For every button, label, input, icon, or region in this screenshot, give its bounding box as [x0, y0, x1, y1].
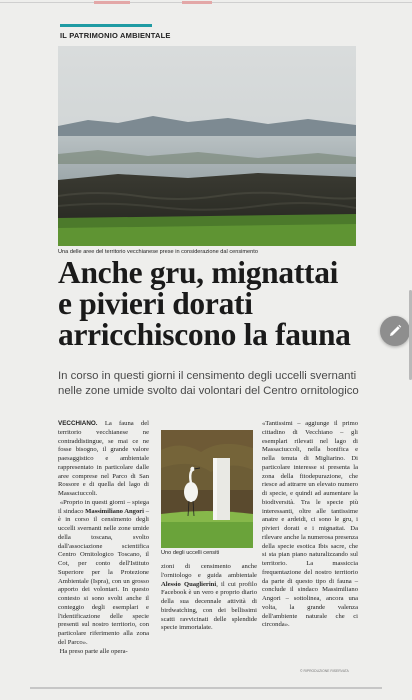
mayor-name: Massimiliano Angori	[85, 507, 144, 515]
headline-line-2: e pivieri dorati	[58, 286, 253, 321]
subheadline: In corso in questi giorni il censimento degli uccelli svernanti nelle zone umide svolto dai volontari del Centro ornitologico	[58, 370, 359, 397]
headline-line-1: Anche gru, mignattai	[58, 255, 339, 290]
wetland-photo	[58, 46, 356, 246]
ornithologist-name: Alessio Quaglierini	[161, 580, 217, 588]
top-accent-right	[182, 1, 212, 4]
copyright-credit: © RIPRODUZIONE RISERVATA	[300, 669, 349, 673]
article-column-3	[262, 420, 358, 630]
paragraph-3: Ha preso parte alle opera-	[59, 647, 128, 655]
paragraph-1: La fauna del territorio vecchianese ne contraddistingue, se mai ce ne fosse bisogno, il grande valore paesaggistico e ambientale rappresentato in particolare dalle aree comprese nel Parco di San Rossore e di quella del lago di Massaciuccoli.	[58, 420, 149, 497]
dateline: VECCHIANO.	[58, 420, 98, 427]
main-photo-caption: Una delle aree del territorio vecchianese prese in considerazione dal censimento	[58, 249, 258, 255]
bottom-scroll-indicator	[30, 687, 382, 689]
section-label: IL PATRIMONIO AMBIENTALE	[60, 31, 171, 40]
top-accent-left	[94, 1, 130, 4]
section-accent-bar	[60, 24, 152, 27]
article-column-2	[161, 563, 257, 633]
paragraph-5: «Tantissimi – aggiunge il primo cittadino di Vecchiano – gli esemplari rilevati nel lago di Massaciuccoli, nella bonifica e nella tenuta di Migliarino. Di particolare interesse si presenta la zona della fitodepurazione, che riesce ad attrarre un elevato numero di specie, e quindi ad aumentare la biodiversità. Tra le specie più interessanti, oltre alle tantissime anatre e ardeidi, ci sono le gru, i pivieri dorati e i mignattai. Da rilevare anche la numerosa presenza della specie esotica Ibis sacre, che si sta pian piano naturalizzando sul territorio. La massiccia frequentazione del nostro territorio da parte di questo tipo di fauna – conclude il sindaco Massimiliano Angori – sottolinea, ancora una volta, la grande valenza dell'ambiente naturale che ci circonda».	[262, 420, 358, 629]
headline	[58, 257, 368, 350]
top-bar	[0, 0, 412, 6]
bird-photo-caption: Uno degli uccelli censiti	[161, 550, 220, 556]
headline-line-3: arricchiscono la fauna	[58, 317, 351, 352]
paragraph-2-start: «Proprio in questi giorni – spiega il sindaco	[58, 498, 149, 515]
paragraph-4-end: , il cui profilo Facebook è un vero e proprio diario della sua decennale attività di birdwatching, con dei bellissimi scatti ravvicinati delle splendide specie immortalate.	[161, 580, 257, 632]
pencil-icon	[387, 323, 403, 339]
paragraph-2-end: – è in corso il censimento degli uccelli svernanti nelle zone umide della toscana, svolto dall'associazione scientifica Centro Ornitologico Toscano, il Cot, per conto dell'Istituto Superiore per la Protezione Ambientale (Ispra), con un grosso apporto dei volontari. In questo contesto si sono svolti anche il conteggio degli esemplari e l'identificazione delle specie presenti sul nostro territorio, con particolare riferimento alla zona del Parco».	[58, 507, 149, 646]
egret-photo	[161, 430, 253, 548]
article-column-1	[58, 420, 149, 656]
edit-button[interactable]	[380, 316, 410, 346]
paragraph-4-start: zioni di censimento anche l'ornitologo e guida ambientale	[161, 563, 257, 579]
